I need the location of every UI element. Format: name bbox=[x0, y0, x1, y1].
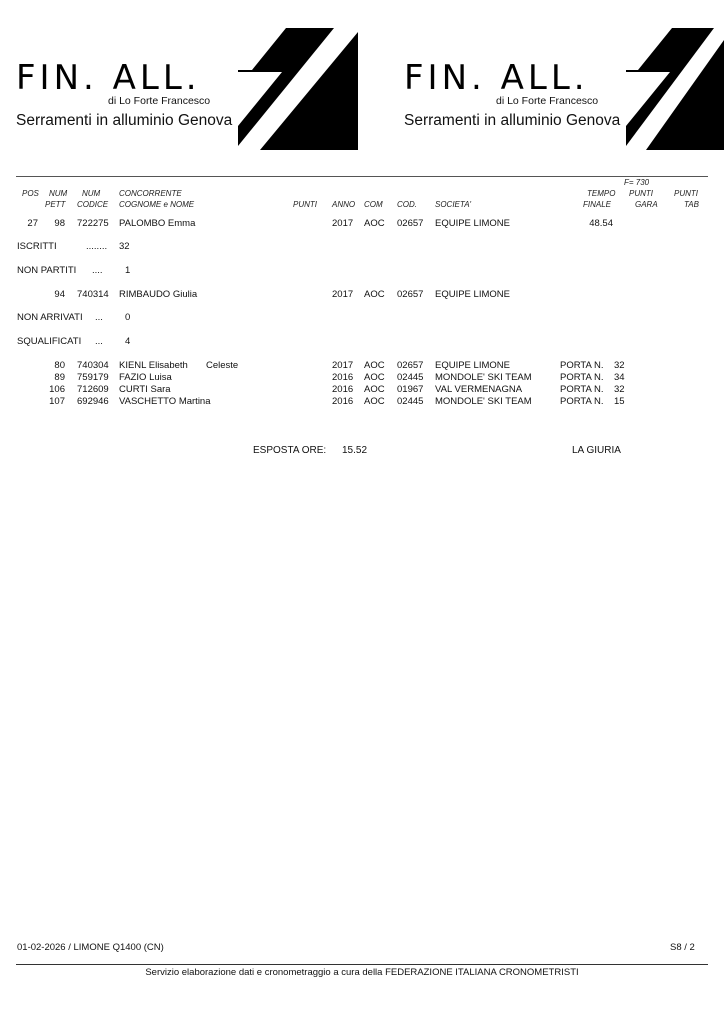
sq-codice: 759179 bbox=[77, 372, 109, 383]
header-f-value: F= 730 bbox=[624, 178, 650, 187]
sq-cod: 02445 bbox=[397, 372, 424, 383]
np-pett: 94 bbox=[54, 289, 65, 300]
sq-codice: 712609 bbox=[77, 384, 109, 395]
header-cognome-nome: COGNOME e NOME bbox=[119, 200, 195, 209]
sq-societa: MONDOLE' SKI TEAM bbox=[435, 396, 532, 407]
sq-porta-num: 15 bbox=[614, 396, 625, 407]
header-punti-tab: PUNTI bbox=[674, 189, 698, 198]
header-cod: COD. bbox=[397, 200, 417, 209]
sq-porta-num: 32 bbox=[614, 384, 625, 395]
iscritti-value: 32 bbox=[119, 241, 130, 252]
sq-porta: PORTA N. bbox=[560, 396, 604, 407]
sq-cod: 02657 bbox=[397, 360, 424, 371]
sq-porta-num: 32 bbox=[614, 360, 625, 371]
result-cod: 02657 bbox=[397, 218, 424, 229]
np-nome: RIMBAUDO Giulia bbox=[119, 289, 198, 300]
logo-mark-icon bbox=[238, 28, 358, 150]
sq-anno: 2016 bbox=[332, 384, 354, 395]
header-divider bbox=[16, 176, 708, 177]
squalificati-label: SQUALIFICATI bbox=[17, 336, 82, 347]
sq-anno: 2016 bbox=[332, 396, 354, 407]
sq-porta: PORTA N. bbox=[560, 384, 604, 395]
sq-codice: 740304 bbox=[77, 360, 109, 371]
header-com: COM bbox=[364, 200, 383, 209]
esposta-time: 15.52 bbox=[342, 445, 368, 456]
result-pett: 98 bbox=[54, 218, 65, 229]
header-anno: ANNO bbox=[332, 200, 356, 209]
logo-tagline: Serramenti in alluminio Genova bbox=[404, 112, 621, 129]
header-num-pett: NUM bbox=[49, 189, 68, 198]
footer-divider bbox=[16, 964, 708, 965]
header-gara: GARA bbox=[635, 200, 658, 209]
iscritti-dots: ........ bbox=[86, 241, 108, 252]
sq-porta: PORTA N. bbox=[560, 360, 604, 371]
logo-brand: FIN. ALL. bbox=[16, 58, 201, 98]
header-societa: SOCIETA' bbox=[435, 200, 472, 209]
result-pos: 27 bbox=[27, 218, 38, 229]
footer-credit: Servizio elaborazione dati e cronometraggio a cura della FEDERAZIONE ITALIANA CRONOMETRISTI bbox=[145, 967, 579, 978]
sq-societa: EQUIPE LIMONE bbox=[435, 360, 510, 371]
sq-com: AOC bbox=[364, 360, 385, 371]
footer-page-number: S8 / 2 bbox=[670, 942, 695, 953]
result-nome: PALOMBO Emma bbox=[119, 218, 196, 229]
sq-nome: KIENL Elisabeth bbox=[119, 360, 188, 371]
header-tempo: TEMPO bbox=[587, 189, 616, 198]
non-partiti-label: NON PARTITI bbox=[17, 265, 77, 276]
sq-porta: PORTA N. bbox=[560, 372, 604, 383]
non-partiti-dots: .... bbox=[92, 265, 103, 276]
sq-anno: 2016 bbox=[332, 372, 354, 383]
np-codice: 740314 bbox=[77, 289, 109, 300]
squalificati-value: 4 bbox=[125, 336, 131, 347]
sq-societa: VAL VERMENAGNA bbox=[435, 384, 523, 395]
header-concorrente: CONCORRENTE bbox=[119, 189, 182, 198]
esposta-label: ESPOSTA ORE: bbox=[253, 445, 327, 456]
logo-tagline: Serramenti in alluminio Genova bbox=[16, 112, 233, 129]
logo-mark-icon bbox=[626, 28, 724, 150]
sq-anno: 2017 bbox=[332, 360, 354, 371]
header-punti-gara: PUNTI bbox=[629, 189, 653, 198]
sq-pett: 107 bbox=[49, 396, 65, 407]
sq-cod: 01967 bbox=[397, 384, 424, 395]
non-partiti-value: 1 bbox=[125, 265, 131, 276]
non-arrivati-dots: ... bbox=[95, 312, 103, 323]
header-punti: PUNTI bbox=[293, 200, 317, 209]
sq-pett: 106 bbox=[49, 384, 65, 395]
sq-nome2: Celeste bbox=[206, 360, 239, 371]
result-anno: 2017 bbox=[332, 218, 354, 229]
np-cod: 02657 bbox=[397, 289, 424, 300]
giuria-label: LA GIURIA bbox=[572, 445, 621, 456]
logo-brand: FIN. ALL. bbox=[404, 58, 589, 98]
sq-com: AOC bbox=[364, 372, 385, 383]
sq-nome: FAZIO Luisa bbox=[119, 372, 172, 383]
sq-com: AOC bbox=[364, 396, 385, 407]
header-finale: FINALE bbox=[583, 200, 612, 209]
np-societa: EQUIPE LIMONE bbox=[435, 289, 510, 300]
sq-porta-num: 34 bbox=[614, 372, 625, 383]
sq-pett: 89 bbox=[54, 372, 65, 383]
sq-nome: VASCHETTO Martina bbox=[119, 396, 211, 407]
sponsor-logo-right bbox=[404, 28, 724, 158]
sq-codice: 692946 bbox=[77, 396, 109, 407]
squalificati-dots: ... bbox=[95, 336, 103, 347]
result-com: AOC bbox=[364, 218, 385, 229]
non-arrivati-label: NON ARRIVATI bbox=[17, 312, 83, 323]
header-num-codice: NUM bbox=[82, 189, 101, 198]
iscritti-label: ISCRITTI bbox=[17, 241, 57, 252]
sponsor-logo-left bbox=[16, 28, 376, 158]
np-anno: 2017 bbox=[332, 289, 354, 300]
sq-pett: 80 bbox=[54, 360, 65, 371]
header-pett: PETT bbox=[45, 200, 66, 209]
header-pos: POS bbox=[22, 189, 39, 198]
header-tab: TAB bbox=[684, 200, 699, 209]
sq-com: AOC bbox=[364, 384, 385, 395]
result-societa: EQUIPE LIMONE bbox=[435, 218, 510, 229]
np-com: AOC bbox=[364, 289, 385, 300]
sq-cod: 02445 bbox=[397, 396, 424, 407]
logo-owner: di Lo Forte Francesco bbox=[496, 95, 599, 107]
sq-nome: CURTI Sara bbox=[119, 384, 171, 395]
result-codice: 722275 bbox=[77, 218, 109, 229]
logo-owner: di Lo Forte Francesco bbox=[108, 95, 211, 107]
non-arrivati-value: 0 bbox=[125, 312, 131, 323]
result-tempo: 48.54 bbox=[589, 218, 613, 229]
sq-societa: MONDOLE' SKI TEAM bbox=[435, 372, 532, 383]
footer-event-info: 01-02-2026 / LIMONE Q1400 (CN) bbox=[17, 942, 164, 953]
header-codice: CODICE bbox=[77, 200, 109, 209]
